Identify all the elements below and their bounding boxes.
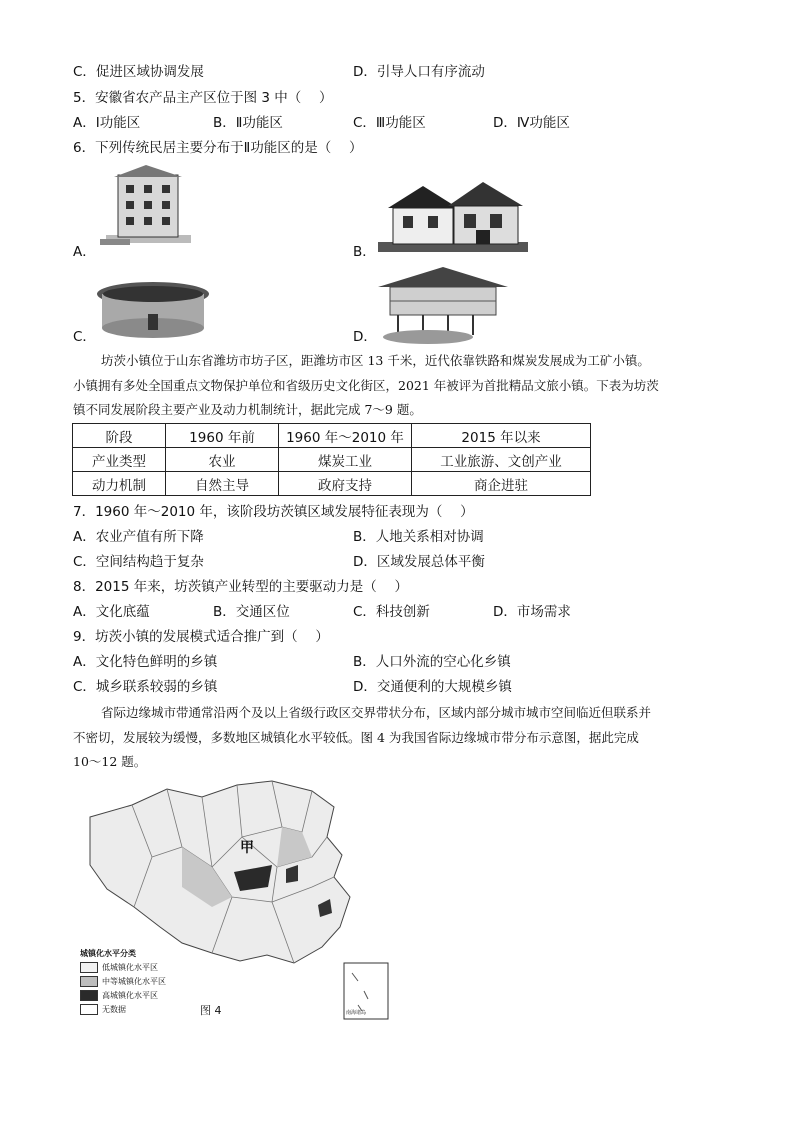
table-cell: 商企进驻 xyxy=(412,472,591,496)
q7-option-b: B．人地关系相对协调 xyxy=(353,529,484,545)
q6-label-b: B． xyxy=(353,244,376,260)
stilt-house-image xyxy=(378,265,508,345)
map-legend-low xyxy=(80,962,158,973)
q5-stem: 5．安徽省农产品主产区位于图 3 中（ ） xyxy=(73,90,333,106)
q7-option-c: C．空间结构趋于复杂 xyxy=(73,554,204,570)
legend-label: 中等城镇化水平区 xyxy=(102,977,166,986)
table-cell: 工业旅游、文创产业 xyxy=(412,448,591,472)
development-stage-table xyxy=(72,423,591,496)
table-row xyxy=(73,424,591,448)
q9-option-b: B．人口外流的空心化乡镇 xyxy=(353,654,511,670)
table-cell: 农业 xyxy=(166,448,279,472)
q4-option-d: D．引导人口有序流动 xyxy=(353,64,485,80)
table-cell: 动力机制 xyxy=(73,472,166,496)
passage2-line3: 10～12 题。 xyxy=(73,754,147,769)
q8-option-d: D．市场需求 xyxy=(493,604,571,620)
map-caption: 图 4 xyxy=(200,1004,222,1017)
passage1-line2: 小镇拥有多处全国重点文物保护单位和省级历史文化街区，2021 年被评为首批精品文旅小镇。下表为坊茨 xyxy=(73,378,659,393)
passage2-line1: 省际边缘城市带通常沿两个及以上省级行政区交界带状分布，区域内部分城市城市空间临近但联系并 xyxy=(101,705,652,720)
map-legend-nodata xyxy=(80,1004,126,1015)
table-cell: 煤炭工业 xyxy=(279,448,412,472)
table-cell: 自然主导 xyxy=(166,472,279,496)
table-cell: 产业类型 xyxy=(73,448,166,472)
q9-option-d: D．交通便利的大规模乡镇 xyxy=(353,679,512,695)
q8-option-b: B．交通区位 xyxy=(213,604,290,620)
table-row xyxy=(73,448,591,472)
map-legend-high xyxy=(80,990,158,1001)
q9-option-c: C．城乡联系较弱的乡镇 xyxy=(73,679,218,695)
q5-option-b: B．Ⅱ功能区 xyxy=(213,115,283,131)
tower-house-image xyxy=(96,165,196,250)
q5-option-d: D．Ⅳ功能区 xyxy=(493,115,570,131)
q6-label-c: C． xyxy=(73,329,96,345)
table-row xyxy=(73,472,591,496)
table-cell: 2015 年以来 xyxy=(412,424,591,448)
q5-option-a: A．Ⅰ功能区 xyxy=(73,115,141,131)
q7-option-a: A．农业产值有所下降 xyxy=(73,529,204,545)
q6-label-d: D． xyxy=(353,329,377,345)
tulou-image xyxy=(96,280,211,342)
q9-option-a: A．文化特色鲜明的乡镇 xyxy=(73,654,218,670)
q5-option-c: C．Ⅲ功能区 xyxy=(353,115,426,131)
courtyard-house-image xyxy=(378,176,528,254)
q4-option-c: C．促进区域协调发展 xyxy=(73,64,204,80)
legend-label: 低城镇化水平区 xyxy=(102,963,158,972)
passage1-line1: 坊茨小镇位于山东省潍坊市坊子区，距潍坊市区 13 千米，近代依靠铁路和煤炭发展成为工矿小镇。 xyxy=(101,353,650,368)
map-inset-label: 南海诸岛 xyxy=(346,1010,367,1016)
q6-stem: 6．下列传统民居主要分布于Ⅱ功能区的是（ ） xyxy=(73,140,363,156)
q8-option-c: C．科技创新 xyxy=(353,604,430,620)
q9-stem: 9．坊茨小镇的发展模式适合推广到（ ） xyxy=(73,629,329,645)
legend-label: 高城镇化水平区 xyxy=(102,991,158,1000)
table-cell: 政府支持 xyxy=(279,472,412,496)
passage2-line2: 不密切，发展较为缓慢，多数地区城镇化水平较低。图 4 为我国省际边缘城市带分布示意图，据此完成 xyxy=(73,730,639,745)
table-cell: 阶段 xyxy=(73,424,166,448)
q7-option-d: D．区域发展总体平衡 xyxy=(353,554,485,570)
map-legend-title: 城镇化水平分类 xyxy=(80,949,136,958)
passage1-line3: 镇不同发展阶段主要产业及动力机制统计，据此完成 7～9 题。 xyxy=(73,402,422,417)
table-cell: 1960 年～2010 年 xyxy=(279,424,412,448)
map-marker-jia: 甲 xyxy=(240,840,254,856)
q7-stem: 7．1960 年～2010 年，该阶段坊茨镇区域发展特征表现为（ ） xyxy=(73,504,474,520)
q8-option-a: A．文化底蕴 xyxy=(73,604,150,620)
map-legend-medium xyxy=(80,976,166,987)
q8-stem: 8．2015 年来，坊茨镇产业转型的主要驱动力是（ ） xyxy=(73,579,409,595)
legend-label: 无数据 xyxy=(102,1005,126,1014)
q6-label-a: A． xyxy=(73,244,96,260)
table-cell: 1960 年前 xyxy=(166,424,279,448)
